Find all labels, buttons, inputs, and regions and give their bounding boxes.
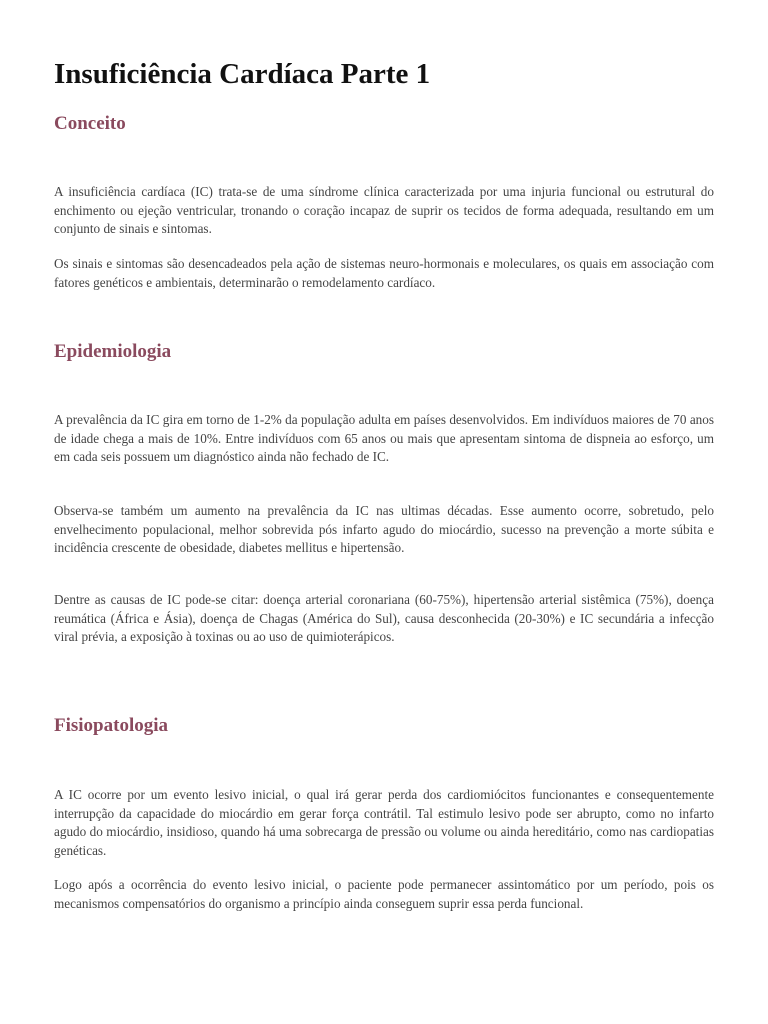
paragraph: A IC ocorre por um evento lesivo inicial, o qual irá gerar perda dos cardiomiócitos funcionantes e consequentemente interrupção da capacidade do miocárdio em gerar força contrátil. Tal estimulo lesivo pode ser abrupto, como no infarto agudo do miocárdio, insidioso, quando há uma sobrecarga de pressão ou volume ou ainda hereditário, como nas cardiopatias genéticas.	[54, 787, 714, 858]
document-title: Insuficiência Cardíaca Parte 1	[54, 58, 431, 90]
paragraph: A prevalência da IC gira em torno de 1-2% da população adulta em países desenvolvidos. Em indivíduos maiores de 70 anos de idade chega a mais de 10%. Entre indivíduos com 65 anos ou mais que apresentam sintoma de dispneia ao esforço, um em cada seis possuem um diagnóstico ainda não fechado de IC.	[54, 412, 714, 465]
paragraph: Dentre as causas de IC pode-se citar: doença arterial coronariana (60-75%), hipertensão arterial sistêmica (75%), doença reumática (África e Ásia), doença de Chagas (América do Sul), causa desconhecida (20-30%) e IC secundária a infecção viral prévia, a exposição à toxinas ou ao uso de quimioterápicos.	[54, 592, 714, 645]
section-heading-conceito: Conceito	[54, 113, 126, 134]
paragraph: Logo após a ocorrência do evento lesivo inicial, o paciente pode permanecer assintomático por um período, pois os mecanismos compensatórios do organismo a princípio ainda conseguem suprir essa perda funcional.	[54, 877, 714, 911]
paragraph: Observa-se também um aumento na prevalência da IC nas ultimas décadas. Esse aumento ocorre, sobretudo, pelo envelhecimento populacional, melhor sobrevida pós infarto agudo do miocárdio, sucesso na prevenção a morte súbita e incidência crescente de obesidade, diabetes mellitus e hipertensão.	[54, 503, 714, 556]
section-heading-epidemiologia: Epidemiologia	[54, 341, 172, 362]
paragraph: A insuficiência cardíaca (IC) trata-se de uma síndrome clínica caracterizada por uma injuria funcional ou estrutural do enchimento ou ejeção ventricular, tronando o coração incapaz de suprir os tecidos de forma adequada, resultando em um conjunto de sinais e sintomas.	[54, 184, 714, 237]
paragraph: Os sinais e sintomas são desencadeados pela ação de sistemas neuro-hormonais e moleculares, os quais em associação com fatores genéticos e ambientais, determinarão o remodelamento cardíaco.	[54, 256, 714, 290]
section-heading-fisiopatologia: Fisiopatologia	[54, 715, 169, 736]
